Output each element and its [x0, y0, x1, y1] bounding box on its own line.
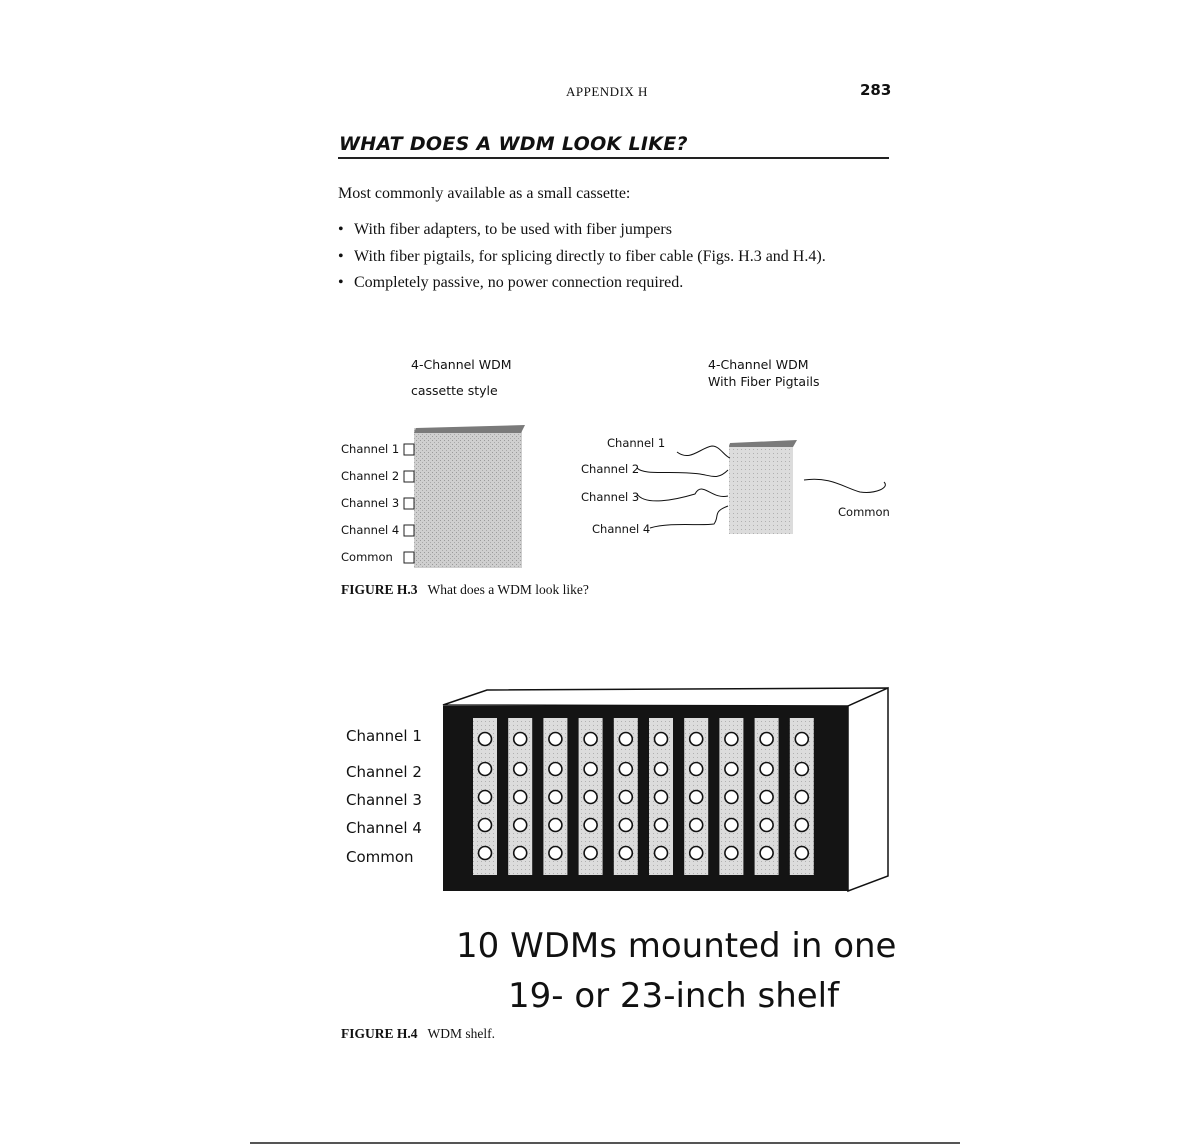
fiber-port-icon — [549, 847, 562, 860]
fiber-port-icon — [690, 847, 703, 860]
fiber-port-icon — [795, 733, 808, 746]
bullet-text: With fiber pigtails, for splicing directly to fiber cable (Figs. H.3 and H.4). — [354, 247, 826, 265]
figure-h4-caption-text: WDM shelf. — [427, 1026, 496, 1041]
bullet-text: Completely passive, no power connection required. — [354, 274, 684, 291]
fiber-port-icon — [795, 819, 808, 832]
shelf-headline-line2: 19- or 23-inch shelf — [508, 976, 840, 1016]
pigtail-channel-label: Channel 2 — [581, 462, 640, 476]
cassette-port-label: Channel 1 — [341, 442, 400, 456]
fiber-port-icon — [725, 763, 738, 776]
wdm-pigtail-module — [637, 440, 885, 534]
shelf-front — [443, 706, 848, 891]
pigtail-body — [729, 444, 793, 534]
pigtail-channel-label: Channel 1 — [607, 436, 666, 450]
bullet-item: • Completely passive, no power connection required. — [338, 274, 684, 291]
pigtail-title-line2: With Fiber Pigtails — [708, 374, 820, 389]
fiber-port-icon — [795, 847, 808, 860]
cassette-port-label: Channel 4 — [341, 523, 400, 537]
fiber-port-icon — [690, 763, 703, 776]
fiber-port-icon — [795, 763, 808, 776]
fiber-port-icon — [725, 847, 738, 860]
fiber-port-icon — [549, 733, 562, 746]
fiber-port-icon — [760, 791, 773, 804]
fiber-port-icon — [655, 847, 668, 860]
fiber-pigtail — [650, 506, 728, 528]
shelf-top — [443, 688, 888, 706]
fiber-port-icon — [760, 847, 773, 860]
figure-h4-caption-label: FIGURE H.4 — [341, 1026, 418, 1041]
shelf-row-label: Channel 3 — [346, 791, 422, 809]
cassette-body — [414, 428, 522, 568]
fiber-port-icon — [584, 847, 597, 860]
section-title: WHAT DOES A WDM LOOK LIKE? — [339, 133, 688, 155]
figure-h3-caption-text: What does a WDM look like? — [427, 582, 589, 597]
shelf-side — [848, 688, 888, 891]
fiber-port-icon — [479, 819, 492, 832]
fiber-pigtail — [677, 446, 730, 458]
fiber-port-icon — [479, 791, 492, 804]
adapter-port-icon — [404, 525, 414, 536]
bullet-item: • With fiber pigtails, for splicing directly to fiber cable (Figs. H.3 and H.4). — [338, 247, 826, 265]
fiber-port-icon — [760, 733, 773, 746]
fiber-port-icon — [690, 819, 703, 832]
wdm-shelf — [443, 688, 888, 891]
shelf-row-label: Channel 1 — [346, 727, 422, 745]
fiber-port-icon — [514, 791, 527, 804]
fiber-port-icon — [795, 791, 808, 804]
pigtail-channel-label: Channel 4 — [592, 522, 651, 536]
fiber-port-icon — [655, 791, 668, 804]
fiber-port-icon — [584, 733, 597, 746]
cassette-title-line1: 4-Channel WDM — [411, 357, 512, 372]
intro-text: Most commonly available as a small cassette: — [338, 185, 631, 202]
pigtail-common-label: Common — [838, 505, 890, 519]
wdm-cassette — [404, 425, 525, 568]
page-number: 283 — [860, 81, 892, 99]
fiber-port-icon — [655, 733, 668, 746]
fiber-pigtail — [637, 489, 728, 501]
shelf-row-label: Common — [346, 848, 414, 866]
fiber-port-icon — [619, 733, 632, 746]
adapter-port-icon — [404, 471, 414, 482]
pigtail-channel-label: Channel 3 — [581, 490, 640, 504]
cassette-title-line2: cassette style — [411, 383, 498, 398]
running-head: APPENDIX H — [566, 84, 648, 99]
pigtail-title-line1: 4-Channel WDM — [708, 357, 809, 372]
fiber-port-icon — [514, 733, 527, 746]
figure-h3-caption-label: FIGURE H.3 — [341, 582, 418, 597]
fiber-port-icon — [479, 733, 492, 746]
fiber-port-icon — [549, 791, 562, 804]
fiber-port-icon — [584, 763, 597, 776]
fiber-port-icon — [514, 847, 527, 860]
fiber-port-icon — [584, 819, 597, 832]
fiber-port-icon — [479, 847, 492, 860]
cassette-port-label: Channel 3 — [341, 496, 400, 510]
fiber-port-icon — [479, 763, 492, 776]
adapter-port-icon — [404, 552, 414, 563]
fiber-port-icon — [549, 763, 562, 776]
shelf-row-label: Channel 2 — [346, 763, 422, 781]
fiber-port-icon — [514, 763, 527, 776]
cassette-port-label: Channel 2 — [341, 469, 400, 483]
fiber-pigtail-common — [804, 479, 885, 492]
fiber-port-icon — [725, 819, 738, 832]
fiber-port-icon — [760, 763, 773, 776]
fiber-port-icon — [655, 763, 668, 776]
fiber-port-icon — [619, 847, 632, 860]
fiber-port-icon — [584, 791, 597, 804]
bullet-item: • With fiber adapters, to be used with fiber jumpers — [338, 221, 672, 238]
fiber-port-icon — [655, 819, 668, 832]
adapter-port-icon — [404, 498, 414, 509]
shelf-headline-line1: 10 WDMs mounted in one — [456, 926, 897, 966]
fiber-port-icon — [725, 791, 738, 804]
fiber-port-icon — [549, 819, 562, 832]
fiber-pigtail — [637, 468, 728, 477]
adapter-port-icon — [404, 444, 414, 455]
bullet-text: With fiber adapters, to be used with fiber jumpers — [354, 221, 672, 238]
fiber-port-icon — [725, 733, 738, 746]
fiber-port-icon — [690, 791, 703, 804]
shelf-row-label: Channel 4 — [346, 819, 422, 837]
fiber-port-icon — [619, 819, 632, 832]
fiber-port-icon — [514, 819, 527, 832]
fiber-port-icon — [760, 819, 773, 832]
cassette-port-label: Common — [341, 550, 393, 564]
fiber-port-icon — [619, 791, 632, 804]
fiber-port-icon — [690, 733, 703, 746]
pigtail-top-edge — [729, 440, 797, 447]
cassette-top-edge — [414, 425, 525, 433]
fiber-port-icon — [619, 763, 632, 776]
